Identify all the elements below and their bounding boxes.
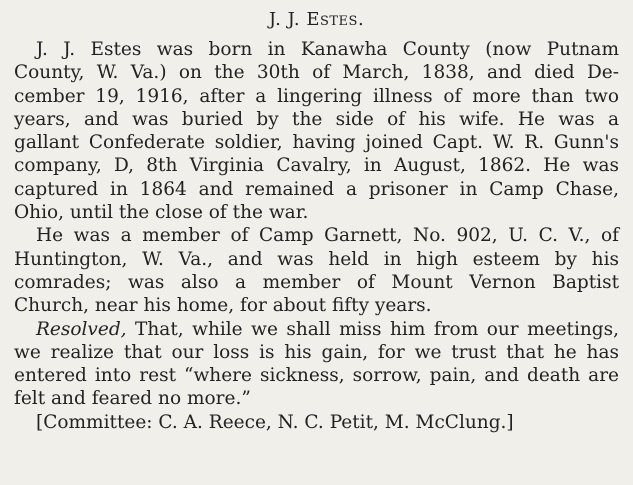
paragraph-line: Ohio, until the close of the war. (14, 202, 309, 224)
committee-line: [Committee: C. A. Reece, N. C. Petit, M. McClung.] (36, 411, 514, 433)
paragraph-line: County, W. Va.) on the 30th of March, 1838, and died De- (14, 62, 619, 84)
paragraph-line: we realize that our loss is his gain, for we trust that he has (14, 341, 619, 363)
paragraph-line: He was a member of Camp Garnett, No. 902, U. C. V., of (36, 225, 619, 247)
paragraph-line: years, and was buried by the side of his wife. He was a (14, 108, 619, 130)
resolved-italic: Resolved, (36, 318, 127, 340)
paragraph-line-first (14, 318, 619, 341)
paragraph-line: cember 19, 1916, after a lingering illness of more than two (14, 85, 619, 107)
paragraph-biography (14, 38, 619, 224)
paragraph-line: gallant Confederate soldier, having joined Capt. W. R. Gunn's (14, 132, 619, 154)
heading-text: J. J. Estes. (268, 9, 365, 30)
paragraph-line: Huntington, W. Va., and was held in high esteem by his (14, 248, 619, 270)
paragraph-committee (14, 411, 619, 434)
paragraph-line: felt and feared no more.” (14, 388, 251, 410)
paragraph-line: comrades; was also a member of Mount Vernon Baptist (14, 271, 619, 293)
paragraph-resolution (14, 318, 619, 411)
obituary-heading (14, 8, 619, 32)
paragraph-line: Church, near his home, for about fifty years. (14, 295, 432, 317)
resolved-rest: That, while we shall miss him from our meetings, (126, 318, 619, 340)
paragraph-line: captured in 1864 and remained a prisoner in Camp Chase, (14, 178, 619, 200)
paragraph-line: company, D, 8th Virginia Cavalry, in August, 1862. He was (14, 155, 619, 177)
paragraph-line: J. J. Estes was born in Kanawha County (now Putnam (36, 39, 619, 60)
paragraph-membership (14, 224, 619, 317)
paragraph-line: entered into rest “where sickness, sorrow, pain, and death are (14, 365, 619, 387)
